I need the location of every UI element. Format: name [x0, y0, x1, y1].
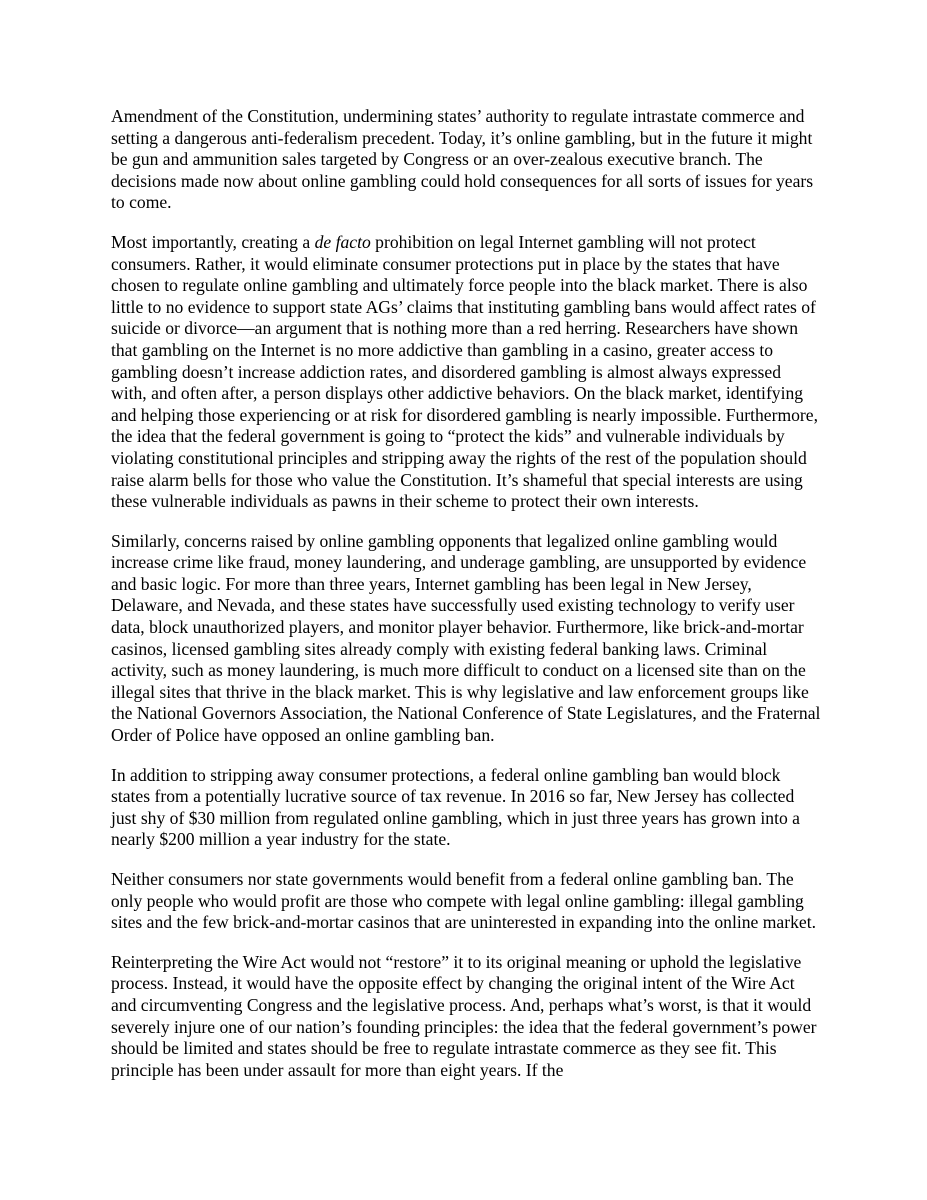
paragraph-2 [111, 232, 821, 513]
paragraph-1 [111, 106, 821, 214]
paragraph-2-italic-term: de facto [314, 231, 371, 252]
paragraph-1-text: Amendment of the Constitution, undermining states’ authority to regulate intrastate commerce and setting a dangerous anti-federalism precedent. Today, it’s online gambling, but in the future it might be gun and ammunition sales targeted by Congress or an over-zealous executive branch. The decisions made now about online gambling could hold consequences for all sorts of issues for years to come. [111, 106, 814, 213]
paragraph-2-text-start: Most importantly, creating a [111, 231, 315, 252]
paragraph-2-text-rest: prohibition on legal Internet gambling will not protect consumers. Rather, it would eliminate consumer protections put in place by the states that have chosen to regulate online gambling and ultimately force people into the black market. There is also little to no evidence to support state AGs’ claims that instituting gambling bans would affect rates of suicide or divorce—an argument that is nothing more than a red herring. Researchers have shown that gambling on the Internet is no more addictive than gambling in a casino, greater access to gambling doesn’t increase addiction rates, and disordered gambling is almost always expressed with, and often after, a person displays other addictive behaviors. On the black market, identifying and helping those experiencing or at risk for disordered gambling is nearly impossible. Furthermore, the idea that the federal government is going to “protect the kids” and vulnerable individuals by violating constitutional principles and stripping away the rights of the rest of the population should raise alarm bells for those who value the Constitution. It’s shameful that special interests are using these vulnerable individuals as pawns in their scheme to protect their own interests. [111, 231, 818, 512]
paragraph-3 [111, 531, 821, 747]
paragraph-6 [111, 952, 821, 1082]
paragraph-5 [111, 869, 821, 934]
paragraph-4-text: In addition to stripping away consumer protections, a federal online gambling ban would block states from a potentially lucrative source of tax revenue. In 2016 so far, New Jersey has collected just shy of $30 million from regulated online gambling, which in just three years has grown into a nearly $200 million a year industry for the state. [111, 764, 800, 850]
paragraph-4 [111, 765, 821, 851]
paragraph-3-text: Similarly, concerns raised by online gambling opponents that legalized online gambling would increase crime like fraud, money laundering, and underage gambling, are unsupported by evidence and basic logic. For more than three years, Internet gambling has been legal in New Jersey, Delaware, and Nevada, and these states have successfully used existing technology to verify user data, block unauthorized players, and monitor player behavior. Furthermore, like brick-and-mortar casinos, licensed gambling sites already comply with existing federal banking laws. Criminal activity, such as money laundering, is much more difficult to conduct on a licensed site than on the illegal sites that thrive in the black market. This is why legislative and law enforcement groups like the National Governors Association, the National Conference of State Legislatures, and the Fraternal Order of Police have opposed an online gambling ban. [111, 530, 821, 746]
paragraph-5-text: Neither consumers nor state governments would benefit from a federal online gambling ban. The only people who would profit are those who compete with legal online gambling: illegal gambling sites and the few brick-and-mortar casinos that are uninterested in expanding into the online market. [111, 869, 816, 933]
paragraph-6-text: Reinterpreting the Wire Act would not “restore” it to its original meaning or uphold the legislative process. Instead, it would have the opposite effect by changing the original intent of the Wire Act and circumventing Congress and the legislative process. And, perhaps what’s worst, is that it would severely injure one of our nation’s founding principles: the idea that the federal government’s power should be limited and states should be free to regulate intrastate commerce as they see fit. This principle has been under assault for more than eight years. If the [111, 951, 817, 1080]
document-page [111, 106, 821, 1099]
